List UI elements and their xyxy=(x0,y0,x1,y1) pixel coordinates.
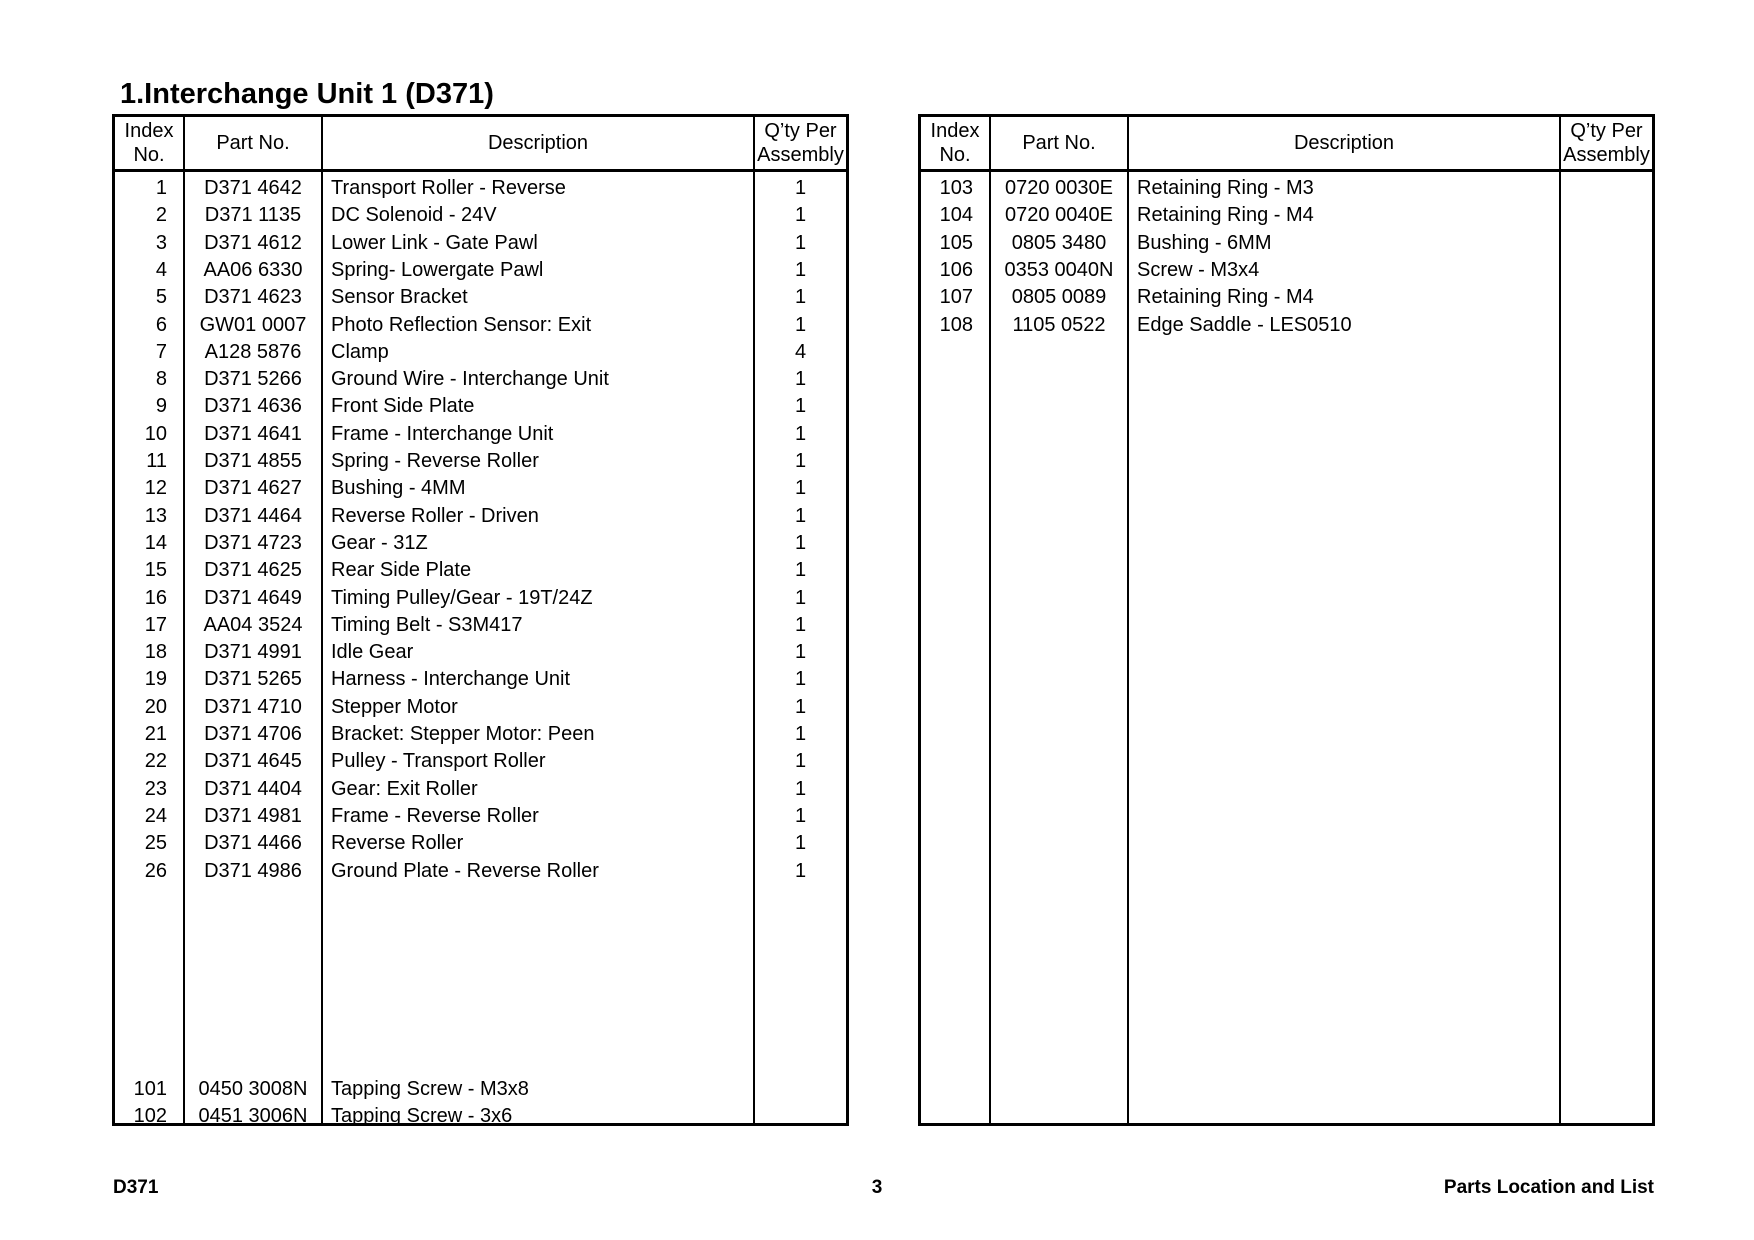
table-row xyxy=(115,175,846,202)
table-row xyxy=(115,448,846,475)
index-cell: 16 xyxy=(144,586,167,609)
index-cell: 6 xyxy=(155,313,167,336)
part-no-cell: 0353 0040N xyxy=(1004,258,1114,281)
footer-section: Parts Location and List xyxy=(1443,1177,1654,1198)
qty-cell: 1 xyxy=(794,695,807,718)
description-cell: Transport Roller - Reverse xyxy=(331,177,566,199)
header-index: Index No. xyxy=(930,120,980,166)
part-no-cell: 0720 0030E xyxy=(1005,177,1113,199)
header-part-no: Part No. xyxy=(216,132,290,154)
index-cell: 7 xyxy=(155,340,167,363)
table-row xyxy=(921,230,1652,257)
qty-cell: 1 xyxy=(794,422,807,445)
header-qty: Q’ty Per Assembly xyxy=(1563,120,1650,166)
part-no-cell: AA04 3524 xyxy=(203,613,303,636)
description-cell: Screw - M3x4 xyxy=(1137,258,1260,281)
table-row xyxy=(115,748,846,775)
qty-cell: 1 xyxy=(794,613,807,636)
description-cell: Frame - Reverse Roller xyxy=(331,804,539,827)
description-cell: Photo Reflection Sensor: Exit xyxy=(331,313,592,336)
qty-cell: 1 xyxy=(794,586,807,609)
description-cell: Tapping Screw - 3x6 xyxy=(331,1105,513,1128)
index-cell: 21 xyxy=(144,723,167,745)
qty-cell: 1 xyxy=(794,723,807,745)
table-row xyxy=(115,639,846,666)
index-cell: 26 xyxy=(144,859,167,882)
qty-cell: 1 xyxy=(794,231,807,254)
table-row xyxy=(115,557,846,584)
part-no-cell: D371 5266 xyxy=(204,368,302,391)
part-no-cell: D371 4466 xyxy=(204,832,302,855)
table-row xyxy=(115,366,846,393)
table-row xyxy=(115,1021,846,1048)
part-no-cell: D371 4464 xyxy=(204,504,302,527)
description-cell: Frame - Interchange Unit xyxy=(331,422,554,445)
table-row xyxy=(115,912,846,939)
qty-cell: 1 xyxy=(794,504,807,527)
part-no-cell: D371 4981 xyxy=(204,804,302,827)
part-no-cell: AA06 6330 xyxy=(203,258,303,281)
qty-cell: 4 xyxy=(794,340,807,363)
description-cell: Lower Link - Gate Pawl xyxy=(331,231,538,254)
part-no-cell: A128 5876 xyxy=(204,340,302,363)
part-no-cell: 0451 3006N xyxy=(198,1105,308,1128)
table-row xyxy=(115,939,846,966)
part-no-cell: D371 4612 xyxy=(204,231,302,254)
qty-cell: 1 xyxy=(794,804,807,827)
part-no-cell: GW01 0007 xyxy=(199,313,307,336)
index-cell: 13 xyxy=(144,504,167,527)
description-cell: Gear: Exit Roller xyxy=(331,777,478,800)
qty-cell: 1 xyxy=(794,859,807,882)
index-cell: 17 xyxy=(144,613,167,636)
table-row xyxy=(115,585,846,612)
description-cell: Bushing - 4MM xyxy=(331,477,466,500)
qty-cell: 1 xyxy=(794,313,807,336)
index-cell: 10 xyxy=(144,422,167,445)
part-no-cell: D371 4642 xyxy=(204,177,302,199)
part-no-cell: D371 4636 xyxy=(204,395,302,418)
index-cell: 14 xyxy=(144,531,167,554)
part-no-cell: D371 4991 xyxy=(204,641,302,664)
description-cell: Retaining Ring - M4 xyxy=(1137,204,1314,227)
description-cell: Rear Side Plate xyxy=(331,559,472,582)
description-cell: Retaining Ring - M3 xyxy=(1137,177,1314,199)
part-no-cell: D371 5265 xyxy=(204,668,302,691)
description-cell: Bracket: Stepper Motor: Peen xyxy=(331,723,595,745)
qty-cell: 1 xyxy=(794,777,807,800)
table-row xyxy=(115,284,846,311)
table-row xyxy=(921,284,1652,311)
index-cell: 22 xyxy=(144,750,167,773)
header-description: Description xyxy=(1293,132,1395,154)
qty-cell: 1 xyxy=(794,641,807,664)
index-cell: 20 xyxy=(144,695,167,718)
qty-cell: 1 xyxy=(794,395,807,418)
part-no-cell: 1105 0522 xyxy=(1012,313,1106,336)
description-cell: Pulley - Transport Roller xyxy=(331,750,546,773)
footer-page-number: 3 xyxy=(871,1177,883,1198)
index-cell: 3 xyxy=(155,231,167,254)
index-cell: 104 xyxy=(939,204,973,227)
part-no-cell: D371 4623 xyxy=(204,286,302,309)
header-index: Index No. xyxy=(124,120,174,166)
index-cell: 9 xyxy=(155,395,167,418)
parts-table-left xyxy=(112,114,849,1126)
index-cell: 25 xyxy=(144,832,167,855)
qty-cell: 1 xyxy=(794,286,807,309)
index-cell: 11 xyxy=(146,450,167,472)
table-row xyxy=(115,858,846,885)
table-row xyxy=(921,202,1652,229)
table-row xyxy=(115,776,846,803)
description-cell: Timing Pulley/Gear - 19T/24Z xyxy=(331,586,593,609)
index-cell: 23 xyxy=(144,777,167,800)
description-cell: Ground Wire - Interchange Unit xyxy=(331,368,609,391)
index-cell: 102 xyxy=(133,1105,167,1128)
table-row xyxy=(115,967,846,994)
description-cell: Spring- Lowergate Pawl xyxy=(331,258,544,281)
description-cell: Bushing - 6MM xyxy=(1137,231,1272,254)
table-row xyxy=(921,312,1652,339)
qty-cell: 1 xyxy=(794,177,807,199)
table-row xyxy=(115,230,846,257)
description-cell: Retaining Ring - M4 xyxy=(1137,286,1314,309)
part-no-cell: 0720 0040E xyxy=(1005,204,1113,227)
table-row xyxy=(115,1076,846,1103)
description-cell: Spring - Reverse Roller xyxy=(331,450,539,472)
description-cell: Front Side Plate xyxy=(331,395,475,418)
table-row xyxy=(115,503,846,530)
qty-cell: 1 xyxy=(794,258,807,281)
part-no-cell: D371 4645 xyxy=(204,750,302,773)
table-row xyxy=(115,421,846,448)
description-cell: Timing Belt - S3M417 xyxy=(331,613,523,636)
qty-cell: 1 xyxy=(794,531,807,554)
table-row xyxy=(921,257,1652,284)
table-header xyxy=(921,117,1652,172)
index-cell: 8 xyxy=(155,368,167,391)
description-cell: Harness - Interchange Unit xyxy=(331,668,571,691)
table-row xyxy=(115,202,846,229)
description-cell: Tapping Screw - M3x8 xyxy=(331,1077,529,1100)
qty-cell: 1 xyxy=(794,450,807,472)
index-cell: 4 xyxy=(155,258,167,281)
table-row xyxy=(115,530,846,557)
index-cell: 107 xyxy=(939,286,973,309)
table-row xyxy=(115,393,846,420)
table-row xyxy=(921,175,1652,202)
table-row xyxy=(115,1049,846,1076)
index-cell: 2 xyxy=(155,204,167,227)
qty-cell: 1 xyxy=(794,750,807,773)
qty-cell: 1 xyxy=(794,477,807,500)
table-row xyxy=(115,994,846,1021)
table-row xyxy=(115,666,846,693)
table-row xyxy=(115,803,846,830)
description-cell: DC Solenoid - 24V xyxy=(331,204,497,227)
part-no-cell: D371 4706 xyxy=(204,723,302,745)
part-no-cell: D371 4710 xyxy=(204,695,302,718)
table-row xyxy=(115,721,846,748)
index-cell: 106 xyxy=(939,258,973,281)
qty-cell: 1 xyxy=(794,832,807,855)
part-no-cell: D371 4625 xyxy=(204,559,302,582)
part-no-cell: D371 4986 xyxy=(204,859,302,882)
table-row xyxy=(115,312,846,339)
index-cell: 101 xyxy=(133,1077,167,1100)
table-header xyxy=(115,117,846,172)
table-row xyxy=(115,475,846,502)
description-cell: Stepper Motor xyxy=(331,695,458,718)
index-cell: 103 xyxy=(939,177,973,199)
description-cell: Clamp xyxy=(331,340,389,363)
part-no-cell: D371 4855 xyxy=(204,450,302,472)
qty-cell: 1 xyxy=(794,559,807,582)
index-cell: 15 xyxy=(144,559,167,582)
footer-model: D371 xyxy=(113,1177,159,1198)
part-no-cell: 0450 3008N xyxy=(198,1077,308,1100)
table-row xyxy=(115,612,846,639)
part-no-cell: 0805 3480 xyxy=(1011,231,1107,254)
index-cell: 108 xyxy=(939,313,973,336)
part-no-cell: D371 1135 xyxy=(204,204,302,227)
header-qty: Q’ty Per Assembly xyxy=(757,120,844,166)
table-row xyxy=(115,257,846,284)
part-no-cell: D371 4723 xyxy=(204,531,302,554)
index-cell: 18 xyxy=(144,641,167,664)
description-cell: Edge Saddle - LES0510 xyxy=(1137,313,1352,336)
description-cell: Gear - 31Z xyxy=(331,531,428,554)
page-title: 1.Interchange Unit 1 (D371) xyxy=(120,78,494,110)
table-row xyxy=(115,339,846,366)
table-row xyxy=(115,694,846,721)
part-no-cell: D371 4641 xyxy=(204,422,302,445)
description-cell: Ground Plate - Reverse Roller xyxy=(331,859,599,882)
description-cell: Reverse Roller xyxy=(331,832,464,855)
index-cell: 5 xyxy=(155,286,167,309)
description-cell: Idle Gear xyxy=(331,641,414,664)
part-no-cell: D371 4649 xyxy=(204,586,302,609)
table-row xyxy=(115,830,846,857)
header-part-no: Part No. xyxy=(1022,132,1096,154)
index-cell: 105 xyxy=(939,231,973,254)
table-row xyxy=(115,1103,846,1130)
index-cell: 24 xyxy=(144,804,167,827)
qty-cell: 1 xyxy=(794,368,807,391)
part-no-cell: D371 4404 xyxy=(204,777,302,800)
table-row xyxy=(115,885,846,912)
qty-cell: 1 xyxy=(794,204,807,227)
index-cell: 12 xyxy=(144,477,167,500)
header-description: Description xyxy=(487,132,589,154)
part-no-cell: 0805 0089 xyxy=(1011,286,1107,309)
index-cell: 19 xyxy=(144,668,167,691)
index-cell: 1 xyxy=(155,177,167,199)
description-cell: Sensor Bracket xyxy=(331,286,468,309)
qty-cell: 1 xyxy=(794,668,807,691)
part-no-cell: D371 4627 xyxy=(204,477,302,500)
description-cell: Reverse Roller - Driven xyxy=(331,504,539,527)
parts-table-right xyxy=(918,114,1655,1126)
